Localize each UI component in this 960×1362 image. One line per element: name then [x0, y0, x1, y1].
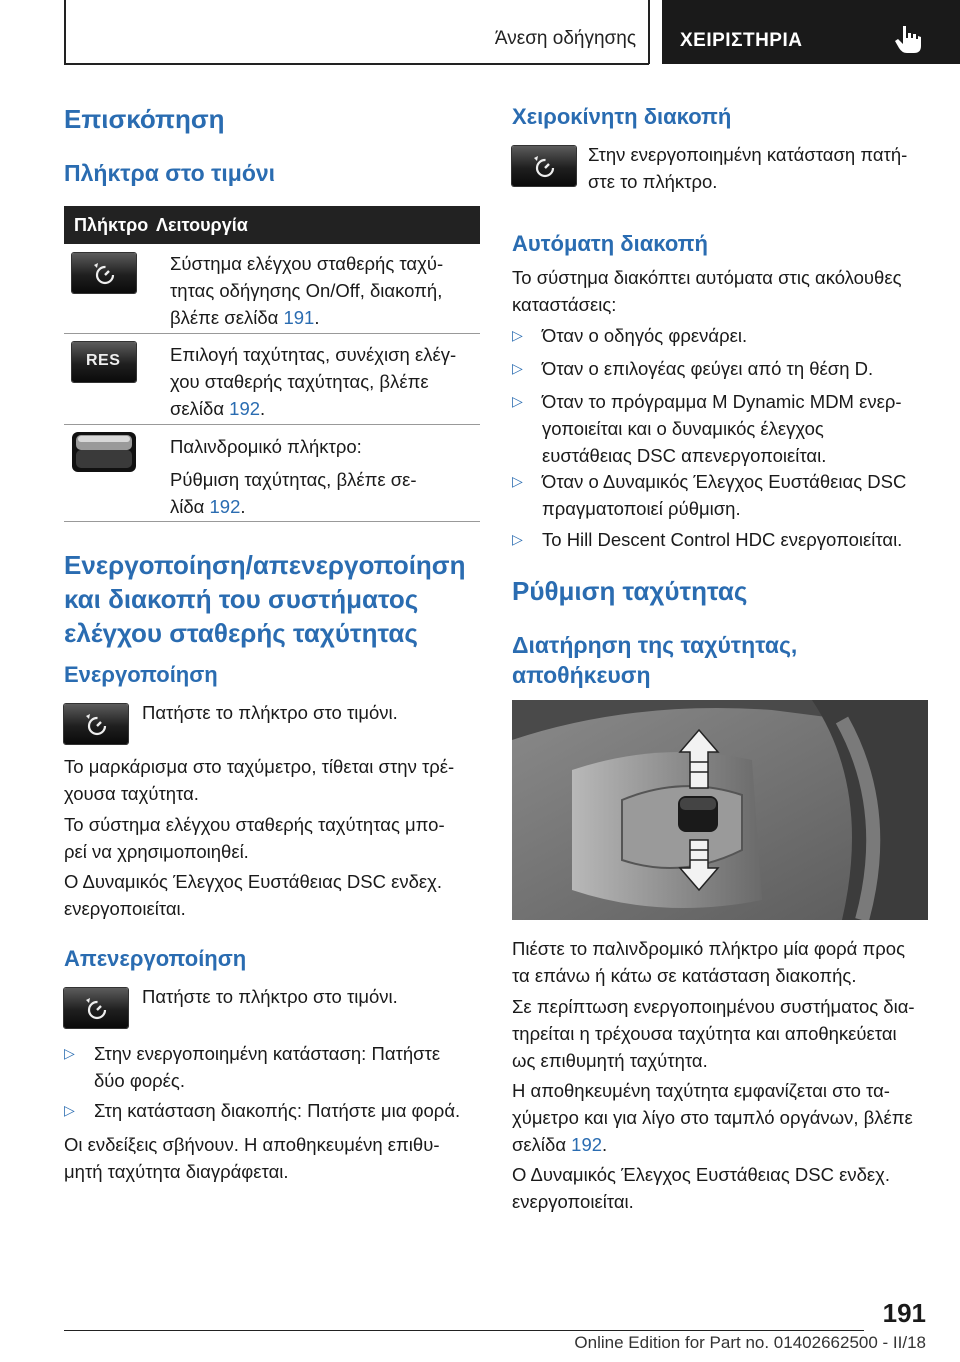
header-rule-bottom — [64, 63, 649, 65]
cruise-control-icon — [532, 154, 556, 178]
row-2-last: σελίδα — [170, 398, 230, 419]
hand-pointer-icon — [894, 24, 922, 54]
page-link-192[interactable]: 192 — [571, 1134, 603, 1155]
row-2-end: . — [260, 398, 266, 419]
steering-wheel-rocker-photo — [512, 700, 928, 920]
bullet-triangle-icon: ▷ — [512, 360, 523, 376]
activation-title-line-3: ελέγχου σταθερής ταχύτητας — [64, 618, 418, 648]
activation-title-line-2: και διακοπή του συστήματος — [64, 584, 419, 614]
subheading-activate: Ενεργοποίηση — [64, 662, 218, 687]
res-button-label: RES — [86, 352, 121, 369]
activate-p3-line-1: Ο Δυναμικός Έλεγχος Ευστάθειας DSC ενδεχ. — [64, 871, 442, 892]
deactivate-p-line-2: μητή ταχύτητα διαγράφεται. — [64, 1161, 289, 1182]
bullet-triangle-icon: ▷ — [64, 1102, 75, 1118]
bullet-triangle-icon: ▷ — [512, 393, 523, 409]
manual-step-line-2: στε το πλήκτρο. — [588, 171, 718, 192]
page-title: Επισκόπηση — [64, 104, 225, 134]
footer-rule — [64, 1330, 864, 1331]
speed-sub-line-1: Διατήρηση της ταχύτητας, — [512, 632, 798, 658]
row-1-line-1: Σύστημα ελέγχου σταθερής ταχύ- — [170, 253, 444, 274]
deactivate-paragraph — [64, 1131, 484, 1185]
section-subtitle-steering-buttons: Πλήκτρα στο τιμόνι — [64, 160, 276, 186]
header-chapter-title: ΧΕΙΡΙΣΤΗΡΙΑ — [680, 30, 803, 51]
section-title-activation — [64, 548, 484, 650]
section-title-speed-setting: Ρύθμιση ταχύτητας — [512, 576, 748, 606]
cruise-control-button-image — [64, 704, 128, 744]
auto-b4-line-2: πραγματοποιεί ρύθμιση. — [542, 498, 741, 519]
table-row-1-text — [170, 250, 480, 331]
bullet-text: Όταν ο οδηγός φρενάρει. — [542, 325, 748, 346]
activate-paragraph-2 — [64, 811, 484, 865]
speed-p3-end: . — [602, 1134, 608, 1155]
bullet-triangle-icon: ▷ — [64, 1045, 75, 1061]
deactivate-step: Πατήστε το πλήκτρο στο τιμόνι. — [142, 986, 398, 1007]
auto-b3-line-3: ευστάθειας DSC απενεργοποιείται. — [542, 445, 827, 466]
row-1-line-3 — [170, 304, 480, 331]
speed-sub-line-2: αποθήκευση — [512, 662, 651, 688]
row-3-last: λίδα — [170, 496, 210, 517]
header-chapter-block — [662, 0, 960, 64]
cruise-control-icon — [84, 996, 108, 1020]
row-3-line-3 — [170, 493, 480, 520]
bullet-1-line-1: Στην ενεργοποιημένη κατάσταση: Πατήστε — [94, 1043, 441, 1064]
auto-intro-line-1: Το σύστημα διακόπτει αυτόματα στις ακόλουθες — [512, 267, 902, 288]
bullet-text: Στη κατάσταση διακοπής: Πατήστε μια φορά. — [94, 1100, 461, 1121]
activate-paragraph-3 — [64, 868, 484, 922]
speed-paragraph-4 — [512, 1161, 932, 1215]
bullet-text — [94, 1040, 440, 1094]
page-link-192[interactable]: 192 — [209, 496, 241, 517]
auto-intro — [512, 264, 932, 318]
activate-p1-line-2: χουσα ταχύτητα. — [64, 783, 199, 804]
row-3-line-1: Παλινδρομικό πλήκτρο: — [170, 436, 362, 457]
activate-p2-line-1: Το σύστημα ελέγχου σταθερής ταχύτητας μπο- — [64, 814, 445, 835]
subheading-maintain-speed — [512, 630, 797, 690]
table-row-2-text — [170, 341, 480, 422]
cruise-control-button-image — [72, 253, 136, 293]
table-col-key: Πλήκτρο — [74, 215, 149, 235]
speed-p3-line-2: χύμετρο και για λίγο στο ταμπλό οργάνων, βλέπε — [512, 1107, 913, 1128]
speed-p2-line-2: τηρείται η τρέχουσα ταχύτητα και αποθηκεύεται — [512, 1023, 897, 1044]
row-2-line-1: Επιλογή ταχύτητας, συνέχιση ελέγ- — [170, 344, 457, 365]
row-1-last: βλέπε σελίδα — [170, 307, 284, 328]
row-3-end: . — [240, 496, 246, 517]
subheading-auto-interrupt: Αυτόματη διακοπή — [512, 231, 708, 256]
speed-p1-line-1: Πιέστε το παλινδρομικό πλήκτρο μία φορά προς — [512, 938, 905, 959]
speed-paragraph-1 — [512, 935, 932, 989]
speed-p1-line-2: τα επάνω ή κάτω σε κατάσταση διακοπής. — [512, 965, 857, 986]
manual-step-line-1: Στην ενεργοποιημένη κατάσταση πατή- — [588, 144, 908, 165]
page-number: 191 — [882, 1298, 926, 1328]
page-link-192[interactable]: 192 — [229, 398, 261, 419]
rocker-switch-image — [72, 432, 136, 472]
activate-paragraph-1 — [64, 753, 484, 807]
auto-b3-line-2: γοποιείται και ο δυναμικός έλεγχος — [542, 418, 824, 439]
speed-paragraph-3 — [512, 1077, 932, 1158]
subheading-manual-interrupt: Χειροκίνητη διακοπή — [512, 104, 732, 129]
manual-step — [588, 141, 928, 195]
bullet-triangle-icon: ▷ — [512, 473, 523, 489]
subheading-deactivate: Απενεργοποίηση — [64, 946, 247, 971]
speed-p4-line-2: ενεργοποιείται. — [512, 1191, 634, 1212]
row-2-line-2: χου σταθερής ταχύτητας, βλέπε — [170, 371, 429, 392]
table-row-divider — [64, 521, 480, 522]
cruise-control-icon — [84, 712, 108, 736]
bullet-1-line-2: δύο φορές. — [94, 1070, 185, 1091]
bullet-text: Το Hill Descent Control HDC ενεργοποιείται. — [542, 529, 903, 550]
speed-p2-line-3: ως επιθυμητή ταχύτητα. — [512, 1050, 708, 1071]
row-1-line-2: τητας οδήγησης On/Off, διακοπή, — [170, 280, 443, 301]
bullet-text — [542, 388, 902, 469]
table-row-3-text — [170, 433, 480, 520]
speed-p3-last: σελίδα — [512, 1134, 572, 1155]
cruise-control-button-image — [512, 146, 576, 186]
speed-p2-line-1: Σε περίπτωση ενεργοποιημένου συστήματος δια- — [512, 996, 915, 1017]
speed-paragraph-2 — [512, 993, 932, 1074]
deactivate-p-line-1: Οι ενδείξεις σβήνουν. Η αποθηκευμένη επιθυ- — [64, 1134, 440, 1155]
bullet-triangle-icon: ▷ — [512, 531, 523, 547]
page-link-191[interactable]: 191 — [283, 307, 315, 328]
header-rule-mid — [648, 0, 650, 64]
auto-b3-line-1: Όταν το πρόγραμμα M Dynamic MDM ενερ- — [542, 391, 902, 412]
header-section-title: Άνεση οδήγησης — [494, 28, 636, 49]
cruise-control-icon — [92, 261, 116, 285]
speed-p4-line-1: Ο Δυναμικός Έλεγχος Ευστάθειας DSC ενδεχ. — [512, 1164, 890, 1185]
footer-edition: Online Edition for Part no. 01402662500 - II/18 — [574, 1333, 926, 1352]
activate-step: Πατήστε το πλήκτρο στο τιμόνι. — [142, 702, 398, 723]
res-button-image — [72, 342, 136, 382]
row-1-end: . — [314, 307, 320, 328]
activate-p3-line-2: ενεργοποιείται. — [64, 898, 186, 919]
table-header — [64, 206, 480, 244]
auto-b4-line-1: Όταν ο Δυναμικός Έλεγχος Ευστάθειας DSC — [542, 471, 907, 492]
bullet-text — [542, 468, 906, 522]
table-row-divider — [64, 333, 480, 334]
auto-intro-line-2: καταστάσεις: — [512, 294, 617, 315]
speed-p3-line-3 — [512, 1131, 932, 1158]
speed-p3-line-1: Η αποθηκευμένη ταχύτητα εμφανίζεται στο τα- — [512, 1080, 890, 1101]
header-rule-left — [64, 0, 66, 64]
bullet-triangle-icon: ▷ — [512, 327, 523, 343]
activate-p2-line-2: ρεί να χρησιμοποιηθεί. — [64, 841, 249, 862]
activation-title-line-1: Ενεργοποίηση/απενεργοποίηση — [64, 550, 466, 580]
table-col-function: Λειτουργία — [156, 215, 248, 235]
cruise-control-button-image — [64, 988, 128, 1028]
row-3-line-2: Ρύθμιση ταχύτητας, βλέπε σε- — [170, 469, 417, 490]
table-row-divider — [64, 424, 480, 425]
bullet-text: Όταν ο επιλογέας φεύγει από τη θέση D. — [542, 358, 874, 379]
activate-p1-line-1: Το μαρκάρισμα στο ταχύμετρο, τίθεται στην τρέ- — [64, 756, 455, 777]
row-2-line-3 — [170, 395, 480, 422]
